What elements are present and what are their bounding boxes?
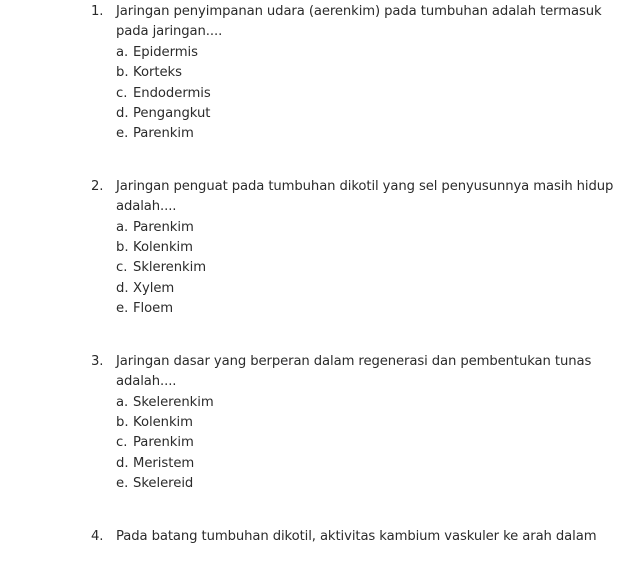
- option-item[interactable]: [0, 124, 638, 144]
- option-item[interactable]: [0, 279, 638, 299]
- option-list: [0, 43, 638, 145]
- option-item[interactable]: [0, 63, 638, 83]
- question-number: 4.: [91, 528, 104, 544]
- option-text: Kolenkim: [133, 240, 193, 256]
- option-letter: c.: [116, 435, 128, 451]
- option-text: Kolenkim: [133, 414, 193, 430]
- option-text: Floem: [133, 301, 174, 317]
- question-text-line-1: Jaringan penguat pada tumbuhan dikotil yang sel penyusunnya masih hidup: [116, 178, 614, 194]
- option-text: Korteks: [133, 65, 182, 81]
- option-letter: a.: [116, 219, 129, 235]
- option-text: Sklerenkim: [133, 260, 207, 276]
- option-item[interactable]: [0, 474, 638, 494]
- option-item[interactable]: [0, 218, 638, 238]
- question-line: [0, 527, 638, 547]
- option-item[interactable]: [0, 84, 638, 104]
- option-letter: e.: [116, 301, 129, 317]
- block-spacer: [0, 338, 638, 352]
- option-text: Xylem: [133, 280, 175, 296]
- option-text: Skelerenkim: [133, 394, 214, 410]
- option-letter: a.: [116, 44, 129, 60]
- question-text-line-1: Jaringan dasar yang berperan dalam regenerasi dan pembentukan tunas: [116, 353, 592, 369]
- block-spacer: [0, 513, 638, 527]
- option-letter: b.: [116, 65, 129, 81]
- question-line: [0, 2, 638, 43]
- question-text-line-1: Pada batang tumbuhan dikotil, aktivitas kambium vaskuler ke arah dalam: [116, 528, 597, 544]
- question-block: [0, 2, 638, 145]
- question-block: [0, 352, 638, 495]
- option-text: Endodermis: [133, 85, 211, 101]
- option-item[interactable]: [0, 258, 638, 278]
- question-line: [0, 352, 638, 393]
- option-item[interactable]: [0, 454, 638, 474]
- option-item[interactable]: [0, 413, 638, 433]
- question-block: [0, 177, 638, 320]
- question-text-line-1: Jaringan penyimpanan udara (aerenkim) pada tumbuhan adalah termasuk: [116, 4, 602, 19]
- option-item[interactable]: [0, 299, 638, 319]
- option-letter: b.: [116, 414, 129, 430]
- option-item[interactable]: [0, 104, 638, 124]
- option-text: Meristem: [133, 455, 195, 471]
- question-number: 2.: [91, 178, 104, 194]
- question-block-partial: [0, 527, 638, 547]
- option-text: Parenkim: [133, 219, 194, 235]
- option-letter: e.: [116, 126, 129, 142]
- option-list: [0, 218, 638, 320]
- option-letter: a.: [116, 394, 129, 410]
- option-letter: c.: [116, 260, 128, 276]
- question-number: 1.: [91, 4, 104, 19]
- question-text-line-2: adalah....: [116, 374, 177, 390]
- option-text: Skelereid: [133, 476, 194, 492]
- option-text: Epidermis: [133, 44, 198, 60]
- question-text-line-2: pada jaringan....: [116, 24, 223, 40]
- block-spacer: [0, 163, 638, 177]
- question-text-line-2: adalah....: [116, 199, 177, 215]
- option-item[interactable]: [0, 393, 638, 413]
- option-list: [0, 393, 638, 495]
- option-letter: d.: [116, 455, 129, 471]
- option-item[interactable]: [0, 433, 638, 453]
- option-item[interactable]: [0, 43, 638, 63]
- option-text: Pengangkut: [133, 106, 211, 122]
- option-text: Parenkim: [133, 126, 194, 142]
- option-text: Parenkim: [133, 435, 194, 451]
- question-number: 3.: [91, 353, 104, 369]
- option-letter: d.: [116, 106, 129, 122]
- question-line: [0, 177, 638, 218]
- option-letter: d.: [116, 280, 129, 296]
- option-letter: c.: [116, 85, 128, 101]
- option-letter: b.: [116, 240, 129, 256]
- option-item[interactable]: [0, 238, 638, 258]
- option-letter: e.: [116, 476, 129, 492]
